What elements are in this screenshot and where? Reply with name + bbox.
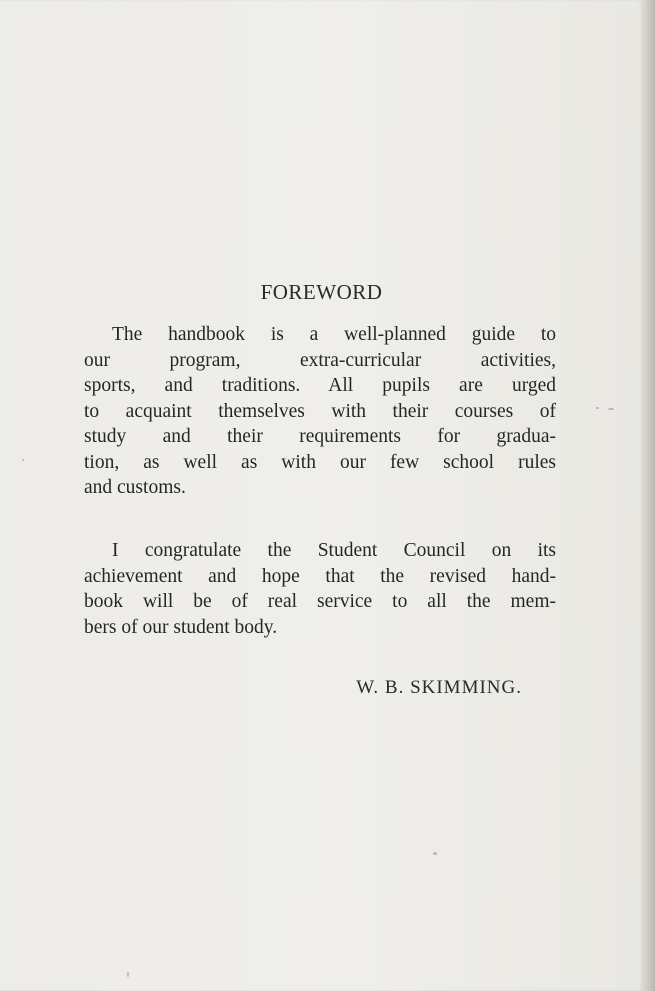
text-line: our program, extra-curricular activities, bbox=[84, 349, 556, 371]
text-line: I congratulate the Student Council on its bbox=[112, 540, 556, 561]
paper-speck bbox=[608, 408, 614, 410]
foreword-paragraph-2 bbox=[84, 538, 556, 640]
foreword-paragraph-1 bbox=[84, 322, 556, 501]
page-edge bbox=[643, 0, 655, 991]
paper-speck bbox=[596, 407, 599, 409]
text-line: sports, and traditions. All pupils are urged bbox=[84, 375, 556, 396]
text-line: to acquaint themselves with their courses of bbox=[84, 400, 556, 422]
text-line: achievement and hope that the revised hand- bbox=[84, 565, 556, 587]
text-line: book will be of real service to all the mem- bbox=[84, 591, 556, 612]
text-line: tion, as well as with our few school rules bbox=[84, 451, 556, 473]
paper-speck bbox=[127, 972, 129, 977]
text-line: The handbook is a well-planned guide to bbox=[112, 324, 556, 345]
text-line: and customs. bbox=[84, 477, 186, 498]
text-line: bers of our student body. bbox=[84, 616, 278, 638]
paper-speck bbox=[433, 852, 437, 855]
text-line: study and their requirements for gradua- bbox=[84, 426, 556, 447]
paper-speck bbox=[22, 459, 24, 461]
signature: W. B. SKIMMING. bbox=[356, 677, 522, 698]
foreword-heading: FOREWORD bbox=[260, 280, 383, 304]
